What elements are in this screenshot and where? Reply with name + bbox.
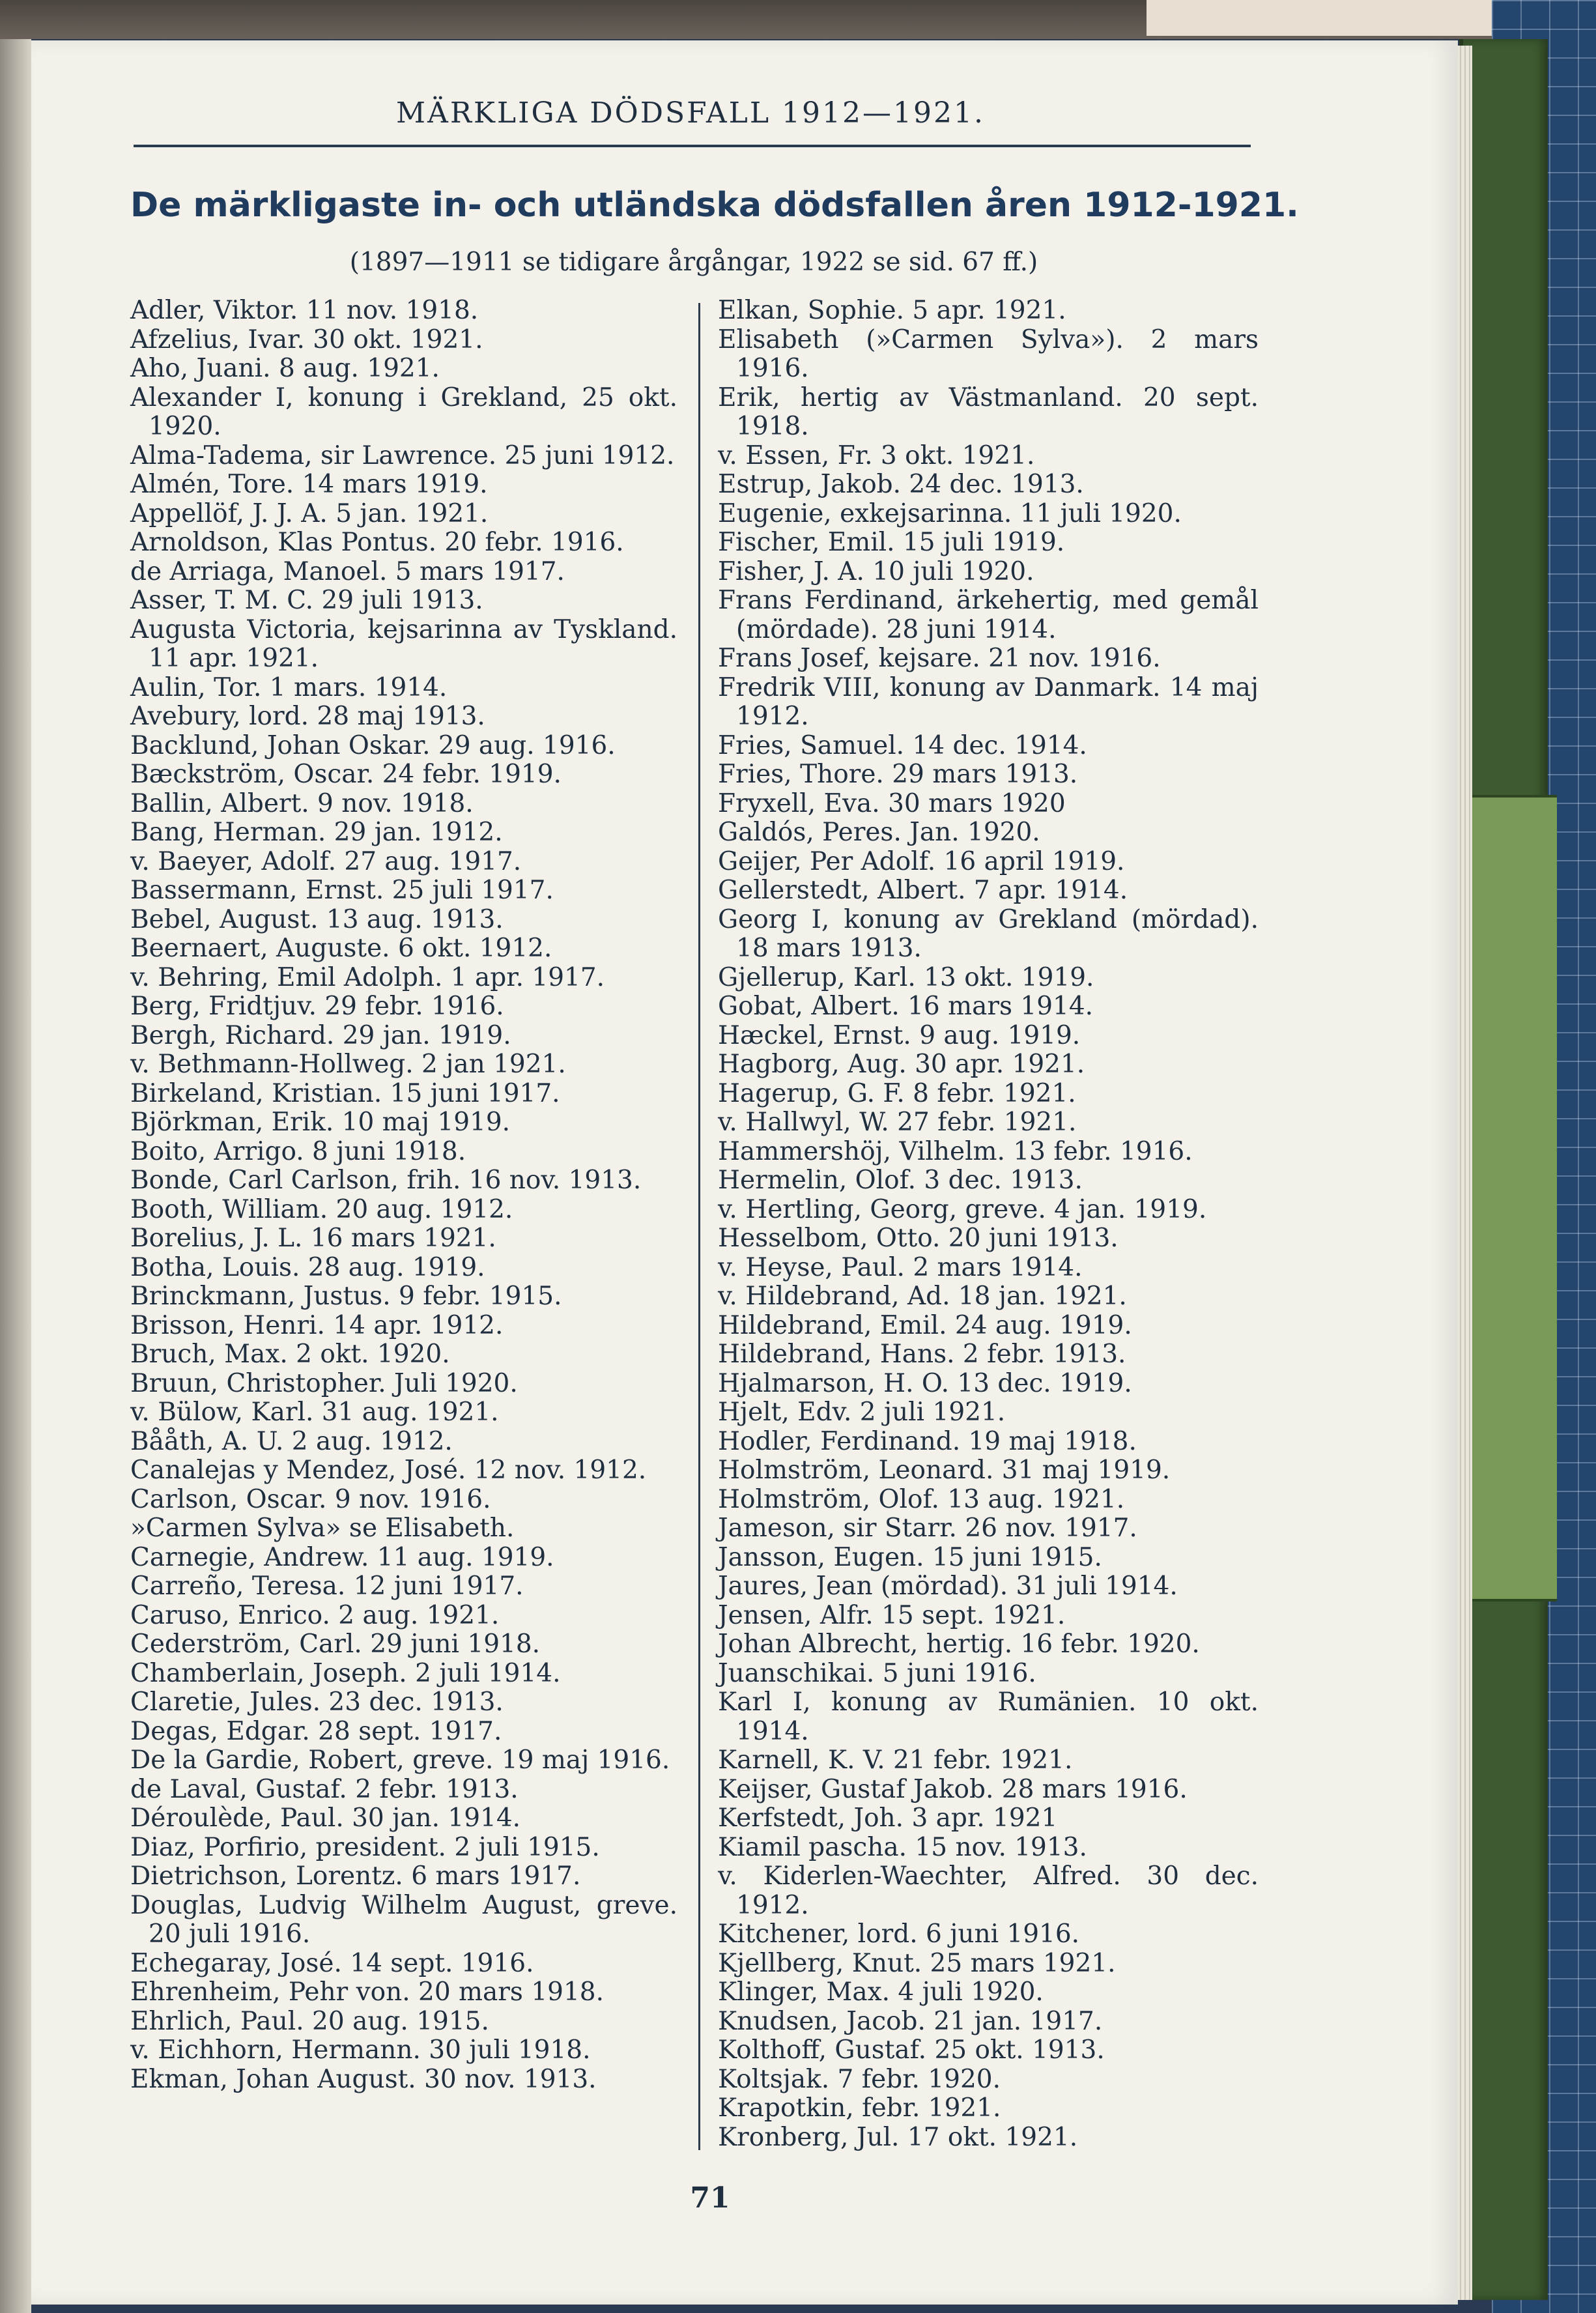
list-item: Fredrik VIII, konung av Danmark. 14 maj 1912. xyxy=(718,672,1259,731)
list-item: Karl I, konung av Rumänien. 10 okt. 1914. xyxy=(718,1688,1259,1746)
list-item: Arnoldson, Klas Pontus. 20 febr. 1916. xyxy=(130,528,624,557)
list-item: Hagborg, Aug. 30 apr. 1921. xyxy=(718,1050,1085,1079)
header-rule xyxy=(134,145,1251,147)
list-item: Fries, Samuel. 14 dec. 1914. xyxy=(718,730,1087,760)
list-item: Alexander I, konung i Grekland, 25 okt. 1920. xyxy=(130,382,677,441)
page-number: 71 xyxy=(690,2181,730,2215)
list-item: Ehrlich, Paul. 20 aug. 1915. xyxy=(130,2006,489,2036)
list-item: v. Baeyer, Adolf. 27 aug. 1917. xyxy=(130,846,522,876)
list-item: Douglas, Ludvig Wilhelm August, greve. 20 juli 1916. xyxy=(130,1890,677,1949)
list-item: Erik, hertig av Västmanland. 20 sept. 1918. xyxy=(718,382,1259,441)
list-item: Aho, Juani. 8 aug. 1921. xyxy=(130,354,440,383)
list-item: Birkeland, Kristian. 15 juni 1917. xyxy=(130,1078,560,1108)
list-item: Krapotkin, febr. 1921. xyxy=(718,2093,1001,2123)
list-item: v. Hertling, Georg, greve. 4 jan. 1919. xyxy=(718,1194,1207,1224)
list-item: Klinger, Max. 4 juli 1920. xyxy=(718,1977,1044,2007)
list-item: v. Kiderlen-Waechter, Alfred. 30 dec. 1912. xyxy=(718,1861,1259,1920)
list-item: Bruun, Christopher. Juli 1920. xyxy=(130,1368,518,1398)
list-item: Holmström, Olof. 13 aug. 1921. xyxy=(718,1484,1125,1514)
list-item: Gobat, Albert. 16 mars 1914. xyxy=(718,992,1094,1021)
list-item: Botha, Louis. 28 aug. 1919. xyxy=(130,1252,485,1282)
list-item: Fryxell, Eva. 30 mars 1920 xyxy=(718,788,1066,818)
list-item: Georg I, konung av Grekland (mördad). 18 mars 1913. xyxy=(718,904,1259,963)
list-item: Hæckel, Ernst. 9 aug. 1919. xyxy=(718,1020,1081,1050)
list-item: Estrup, Jakob. 24 dec. 1913. xyxy=(718,470,1084,499)
list-item: De la Gardie, Robert, greve. 19 maj 1916. xyxy=(130,1746,670,1775)
list-item: Hildebrand, Hans. 2 febr. 1913. xyxy=(718,1340,1126,1369)
list-item: Beernaert, Auguste. 6 okt. 1912. xyxy=(130,934,552,963)
list-item: Koltsjak. 7 febr. 1920. xyxy=(718,2064,1001,2094)
list-item: Knudsen, Jacob. 21 jan. 1917. xyxy=(718,2006,1103,2036)
binding-band xyxy=(1469,795,1557,1602)
list-item: Gjellerup, Karl. 13 okt. 1919. xyxy=(718,962,1094,992)
list-item: Ballin, Albert. 9 nov. 1918. xyxy=(130,788,474,818)
list-item: Juanschikai. 5 juni 1916. xyxy=(718,1658,1036,1688)
list-item: Berg, Fridtjuv. 29 febr. 1916. xyxy=(130,992,504,1021)
list-item: Hesselbom, Otto. 20 juni 1913. xyxy=(718,1224,1119,1253)
list-item: Cederström, Carl. 29 juni 1918. xyxy=(130,1630,541,1659)
list-item: Kiamil pascha. 15 nov. 1913. xyxy=(718,1832,1087,1862)
list-item: Afzelius, Ivar. 30 okt. 1921. xyxy=(130,324,483,354)
list-item: Bruch, Max. 2 okt. 1920. xyxy=(130,1340,450,1369)
list-item: Brinckmann, Justus. 9 febr. 1915. xyxy=(130,1282,562,1311)
list-item: Frans Ferdinand, ärkehertig, med gemål (mördade). 28 juni 1914. xyxy=(718,586,1259,644)
list-item: Echegaray, José. 14 sept. 1916. xyxy=(130,1948,534,1978)
list-item: Carreño, Teresa. 12 juni 1917. xyxy=(130,1572,524,1601)
list-item: Kolthoff, Gustaf. 25 okt. 1913. xyxy=(718,2035,1105,2065)
list-item: de Arriaga, Manoel. 5 mars 1917. xyxy=(130,556,565,586)
list-item: Gellerstedt, Albert. 7 apr. 1914. xyxy=(718,876,1128,905)
list-item: Jensen, Alfr. 15 sept. 1921. xyxy=(718,1600,1066,1630)
list-item: Bang, Herman. 29 jan. 1912. xyxy=(130,818,503,847)
list-item: Björkman, Erik. 10 maj 1919. xyxy=(130,1108,511,1137)
list-item: Kitchener, lord. 6 juni 1916. xyxy=(718,1919,1080,1949)
list-item: Déroulède, Paul. 30 jan. 1914. xyxy=(130,1803,521,1833)
list-item: Boito, Arrigo. 8 juni 1918. xyxy=(130,1136,466,1166)
list-item: Keijser, Gustaf Jakob. 28 mars 1916. xyxy=(718,1774,1188,1804)
page-title: De märkligaste in- och utländska dödsfallen åren 1912-1921. xyxy=(130,186,1299,225)
list-item: Bebel, August. 13 aug. 1913. xyxy=(130,904,504,934)
list-item: Hagerup, G. F. 8 febr. 1921. xyxy=(718,1078,1076,1108)
list-item: Hjelt, Edv. 2 juli 1921. xyxy=(718,1398,1006,1427)
left-column xyxy=(130,296,677,2094)
right-column xyxy=(718,296,1259,2152)
list-item: Canalejas y Mendez, José. 12 nov. 1912. xyxy=(130,1456,647,1485)
list-item: Geijer, Per Adolf. 16 april 1919. xyxy=(718,846,1125,876)
list-item: Fries, Thore. 29 mars 1913. xyxy=(718,760,1078,789)
list-item: Carlson, Oscar. 9 nov. 1916. xyxy=(130,1484,491,1514)
list-item: Aulin, Tor. 1 mars. 1914. xyxy=(130,672,448,702)
list-item: Adler, Viktor. 11 nov. 1918. xyxy=(130,296,479,325)
list-item: Hjalmarson, H. O. 13 dec. 1919. xyxy=(718,1368,1132,1398)
list-item: de Laval, Gustaf. 2 febr. 1913. xyxy=(130,1774,519,1804)
list-item: v. Behring, Emil Adolph. 1 apr. 1917. xyxy=(130,962,605,992)
list-item: Asser, T. M. C. 29 juli 1913. xyxy=(130,586,483,615)
top-background xyxy=(0,0,1596,39)
list-item: Jansson, Eugen. 15 juni 1915. xyxy=(718,1542,1102,1572)
list-item: Jaures, Jean (mördad). 31 juli 1914. xyxy=(718,1572,1178,1601)
left-gutter xyxy=(0,39,31,2313)
list-item: Augusta Victoria, kejsarinna av Tyskland. 11 apr. 1921. xyxy=(130,614,677,673)
running-header: MÄRKLIGA DÖDSFALL 1912—1921. xyxy=(396,96,985,130)
list-item: v. Essen, Fr. 3 okt. 1921. xyxy=(718,440,1035,470)
list-item: Frans Josef, kejsare. 21 nov. 1916. xyxy=(718,644,1161,673)
list-item: v. Hallwyl, W. 27 febr. 1921. xyxy=(718,1108,1077,1137)
list-item: Bååth, A. U. 2 aug. 1912. xyxy=(130,1426,453,1456)
list-item: Holmström, Leonard. 31 maj 1919. xyxy=(718,1456,1171,1485)
list-item: Hammershöj, Vilhelm. 13 febr. 1916. xyxy=(718,1136,1193,1166)
list-item: Eugenie, exkejsarinna. 11 juli 1920. xyxy=(718,498,1182,528)
list-item: Bergh, Richard. 29 jan. 1919. xyxy=(130,1020,511,1050)
list-item: Carnegie, Andrew. 11 aug. 1919. xyxy=(130,1542,554,1572)
list-item: Ekman, Johan August. 30 nov. 1913. xyxy=(130,2064,597,2094)
list-item: v. Bethmann-Hollweg. 2 jan 1921. xyxy=(130,1050,566,1079)
list-item: Bæckström, Oscar. 24 febr. 1919. xyxy=(130,760,562,789)
list-item: Borelius, J. L. 16 mars 1921. xyxy=(130,1224,496,1253)
list-item: Hodler, Ferdinand. 19 maj 1918. xyxy=(718,1426,1137,1456)
list-item: Hildebrand, Emil. 24 aug. 1919. xyxy=(718,1310,1132,1340)
list-item: v. Heyse, Paul. 2 mars 1914. xyxy=(718,1252,1083,1282)
list-item: Fisher, J. A. 10 juli 1920. xyxy=(718,556,1034,586)
list-item: Kronberg, Jul. 17 okt. 1921. xyxy=(718,2122,1078,2152)
list-item: Backlund, Johan Oskar. 29 aug. 1916. xyxy=(130,730,616,760)
list-item: Claretie, Jules. 23 dec. 1913. xyxy=(130,1688,504,1717)
list-item: »Carmen Sylva» se Elisabeth. xyxy=(130,1514,515,1543)
list-item: v. Hildebrand, Ad. 18 jan. 1921. xyxy=(718,1282,1127,1311)
list-item: Ehrenheim, Pehr von. 20 mars 1918. xyxy=(130,1977,604,2007)
list-item: Kerfstedt, Joh. 3 apr. 1921 xyxy=(718,1803,1058,1833)
list-item: Kjellberg, Knut. 25 mars 1921. xyxy=(718,1948,1116,1978)
list-item: v. Eichhorn, Hermann. 30 juli 1918. xyxy=(130,2035,591,2065)
list-item: Avebury, lord. 28 maj 1913. xyxy=(130,702,485,731)
list-item: Elisabeth (»Carmen Sylva»). 2 mars 1916. xyxy=(718,324,1259,383)
list-item: Karnell, K. V. 21 febr. 1921. xyxy=(718,1746,1073,1775)
list-item: Booth, William. 20 aug. 1912. xyxy=(130,1194,513,1224)
list-item: Caruso, Enrico. 2 aug. 1921. xyxy=(130,1600,500,1630)
list-item: Brisson, Henri. 14 apr. 1912. xyxy=(130,1310,504,1340)
list-item: Bonde, Carl Carlson, frih. 16 nov. 1913. xyxy=(130,1166,642,1195)
list-item: Galdós, Peres. Jan. 1920. xyxy=(718,818,1040,847)
list-item: Appellöf, J. J. A. 5 jan. 1921. xyxy=(130,498,489,528)
list-item: Elkan, Sophie. 5 apr. 1921. xyxy=(718,296,1066,325)
list-item: Fischer, Emil. 15 juli 1919. xyxy=(718,528,1065,557)
list-item: Diaz, Porfirio, president. 2 juli 1915. xyxy=(130,1832,600,1862)
list-item: Degas, Edgar. 28 sept. 1917. xyxy=(130,1716,502,1746)
list-item: Dietrichson, Lorentz. 6 mars 1917. xyxy=(130,1861,581,1891)
list-item: Johan Albrecht, hertig. 16 febr. 1920. xyxy=(718,1630,1200,1659)
list-item: Alma-Tadema, sir Lawrence. 25 juni 1912. xyxy=(130,440,675,470)
page-subtitle: (1897—1911 se tidigare årgångar, 1922 se sid. 67 ff.) xyxy=(349,248,1038,277)
list-item: Almén, Tore. 14 mars 1919. xyxy=(130,470,488,499)
list-item: Jameson, sir Starr. 26 nov. 1917. xyxy=(718,1514,1137,1543)
list-item: v. Bülow, Karl. 31 aug. 1921. xyxy=(130,1398,499,1427)
list-item: Hermelin, Olof. 3 dec. 1913. xyxy=(718,1166,1083,1195)
list-item: Bassermann, Ernst. 25 juli 1917. xyxy=(130,876,554,905)
list-item: Chamberlain, Joseph. 2 juli 1914. xyxy=(130,1658,561,1688)
column-divider xyxy=(698,303,700,2150)
